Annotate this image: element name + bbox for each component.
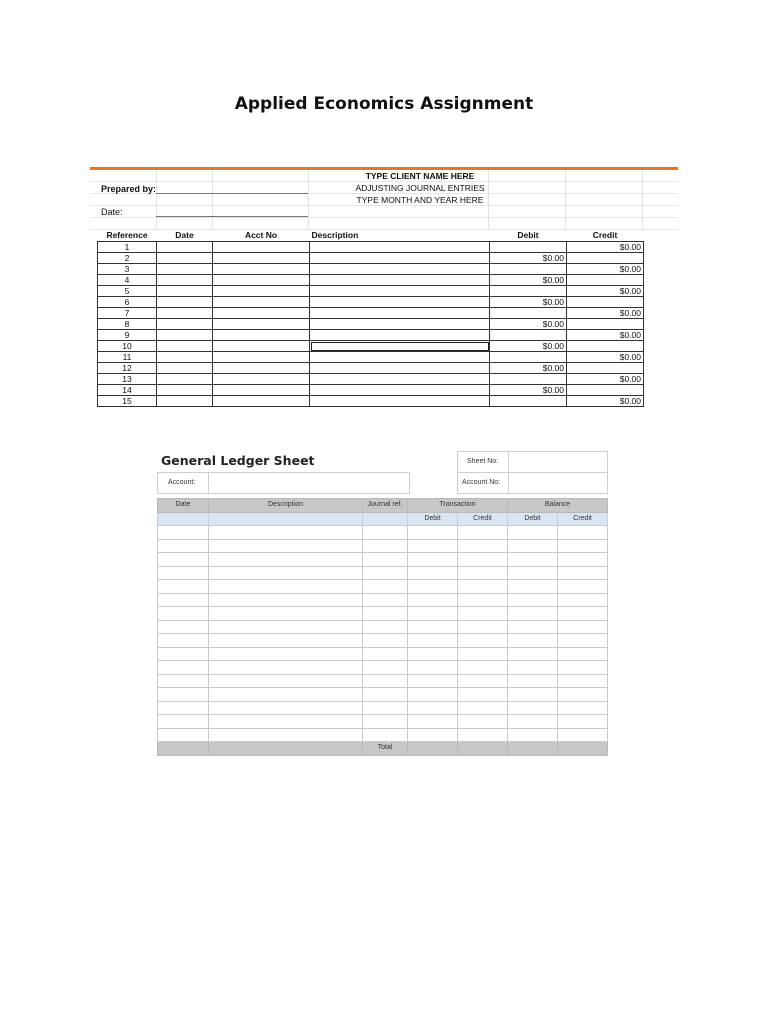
table-row: [98, 385, 644, 396]
ledger-cell[interactable]: [458, 607, 508, 621]
acct-no-cell[interactable]: [213, 330, 310, 341]
table-row: [158, 661, 608, 675]
reference-cell: 6: [98, 297, 157, 308]
ledger-cell[interactable]: [158, 634, 209, 648]
total-cell[interactable]: [558, 742, 608, 756]
ledger-cell[interactable]: [363, 607, 408, 621]
ledger-cell[interactable]: [209, 566, 363, 580]
ledger-cell[interactable]: [508, 661, 558, 675]
credit-cell[interactable]: $0.00: [567, 242, 644, 253]
ledger-cell[interactable]: [209, 647, 363, 661]
total-row: [158, 742, 608, 756]
table-row: [98, 297, 644, 308]
ledger-cell[interactable]: [158, 566, 209, 580]
sheet-no-field[interactable]: [508, 451, 608, 473]
ledger-cell[interactable]: [558, 634, 608, 648]
ledger-cell[interactable]: [508, 593, 558, 607]
reference-cell: 2: [98, 253, 157, 264]
ledger-cell[interactable]: [363, 728, 408, 742]
ledger-cell[interactable]: [363, 647, 408, 661]
ledger-cell[interactable]: [209, 526, 363, 540]
credit-cell[interactable]: [567, 341, 644, 352]
table-row: [98, 363, 644, 374]
ledger-cell[interactable]: [508, 553, 558, 567]
reference-cell: 7: [98, 308, 157, 319]
table-row: [158, 647, 608, 661]
table-row: [158, 634, 608, 648]
col-acct-no: Acct No: [213, 229, 310, 242]
debit-cell[interactable]: $0.00: [490, 341, 567, 352]
ledger-cell[interactable]: [209, 634, 363, 648]
description-cell[interactable]: [310, 297, 490, 308]
ledger-cell[interactable]: [458, 634, 508, 648]
ledger-cell[interactable]: [458, 728, 508, 742]
table-row: [158, 593, 608, 607]
table-row: [98, 308, 644, 319]
ledger-cell[interactable]: [209, 593, 363, 607]
ledger-cell[interactable]: [209, 674, 363, 688]
debit-cell[interactable]: $0.00: [490, 363, 567, 374]
ledger-cell[interactable]: [408, 620, 458, 634]
ledger-cell[interactable]: [158, 553, 209, 567]
credit-cell[interactable]: $0.00: [567, 330, 644, 341]
acct-no-cell[interactable]: [213, 297, 310, 308]
ledger-cell[interactable]: [458, 661, 508, 675]
acct-no-cell[interactable]: [213, 374, 310, 385]
ledger-cell[interactable]: [408, 593, 458, 607]
description-cell[interactable]: [310, 352, 490, 363]
reference-cell: 11: [98, 352, 157, 363]
ledger-cell[interactable]: [558, 566, 608, 580]
description-cell[interactable]: [310, 308, 490, 319]
debit-cell[interactable]: $0.00: [490, 253, 567, 264]
ledger-cell[interactable]: [209, 728, 363, 742]
reference-cell: 9: [98, 330, 157, 341]
credit-cell[interactable]: $0.00: [567, 352, 644, 363]
ledger-cell[interactable]: [558, 593, 608, 607]
credit-cell[interactable]: [567, 297, 644, 308]
table-row: [158, 580, 608, 594]
ledger-cell[interactable]: [209, 553, 363, 567]
ledger-cell[interactable]: [363, 634, 408, 648]
ledger-cell[interactable]: [158, 728, 209, 742]
description-cell[interactable]: [310, 341, 490, 352]
total-cell[interactable]: [508, 742, 558, 756]
ledger-cell[interactable]: [458, 620, 508, 634]
credit-cell[interactable]: [567, 253, 644, 264]
ledger-cell[interactable]: [458, 593, 508, 607]
table-row: [98, 286, 644, 297]
account-label: Account:: [168, 479, 196, 486]
col-balance-debit: Debit: [508, 512, 558, 526]
ledger-cell[interactable]: [363, 553, 408, 567]
ledger-cell[interactable]: [558, 526, 608, 540]
table-row: [158, 566, 608, 580]
ledger-cell[interactable]: [508, 647, 558, 661]
account-no-label: Account No:: [462, 479, 501, 486]
ledger-cell[interactable]: [408, 634, 458, 648]
acct-no-cell[interactable]: [213, 363, 310, 374]
debit-cell[interactable]: [490, 264, 567, 275]
table-row: [158, 526, 608, 540]
description-cell[interactable]: [310, 385, 490, 396]
col-credit: Credit: [567, 229, 644, 242]
date-cell[interactable]: [157, 385, 213, 396]
col-journal-ref: Journal ref.: [363, 499, 408, 513]
ledger-cell[interactable]: [558, 539, 608, 553]
ledger-cell[interactable]: [158, 674, 209, 688]
acct-no-cell[interactable]: [213, 385, 310, 396]
ledger-cell[interactable]: [209, 580, 363, 594]
table-row: [158, 728, 608, 742]
general-ledger-sheet: [157, 448, 608, 760]
ledger-cell[interactable]: [558, 688, 608, 702]
date-cell[interactable]: [157, 363, 213, 374]
ledger-cell[interactable]: [458, 566, 508, 580]
reference-cell: 14: [98, 385, 157, 396]
ledger-cell[interactable]: [508, 634, 558, 648]
ledger-cell[interactable]: [158, 580, 209, 594]
header-accent-bar: [90, 167, 678, 170]
ledger-cell[interactable]: [408, 715, 458, 729]
table-row: [158, 553, 608, 567]
table-row: [158, 688, 608, 702]
ledger-cell[interactable]: [209, 661, 363, 675]
credit-cell[interactable]: $0.00: [567, 374, 644, 385]
table-row: [158, 539, 608, 553]
ledger-cell[interactable]: [508, 566, 558, 580]
reference-cell: 3: [98, 264, 157, 275]
prepared-by-field[interactable]: [156, 193, 308, 194]
col-description: Description: [310, 229, 490, 242]
ledger-cell[interactable]: [158, 661, 209, 675]
total-label: Total: [363, 742, 408, 756]
ledger-cell[interactable]: [558, 674, 608, 688]
ledger-cell[interactable]: [209, 688, 363, 702]
ledger-cell[interactable]: [158, 701, 209, 715]
sheet-no-label: Sheet No:: [467, 458, 499, 465]
table-row: [158, 701, 608, 715]
ledger-cell[interactable]: [458, 715, 508, 729]
ledger-cell[interactable]: [408, 701, 458, 715]
period-field[interactable]: TYPE MONTH AND YEAR HERE: [356, 195, 484, 205]
acct-no-cell[interactable]: [213, 308, 310, 319]
credit-cell[interactable]: [567, 275, 644, 286]
ledger-title: General Ledger Sheet: [161, 453, 315, 468]
acct-no-cell[interactable]: [213, 341, 310, 352]
adjusting-journal-sheet: [90, 167, 678, 425]
debit-cell[interactable]: [490, 396, 567, 407]
ledger-cell[interactable]: [558, 647, 608, 661]
date-cell[interactable]: [157, 396, 213, 407]
table-row: [158, 607, 608, 621]
ledger-header-row: [158, 499, 608, 513]
ledger-cell[interactable]: [408, 728, 458, 742]
ledger-cell[interactable]: [558, 701, 608, 715]
table-row: [98, 352, 644, 363]
ledger-cell[interactable]: [508, 688, 558, 702]
date-cell[interactable]: [157, 341, 213, 352]
acct-no-cell[interactable]: [213, 396, 310, 407]
debit-cell[interactable]: $0.00: [490, 385, 567, 396]
ledger-cell[interactable]: [209, 539, 363, 553]
ledger-cell[interactable]: [158, 593, 209, 607]
ledger-cell[interactable]: [508, 620, 558, 634]
acct-no-cell[interactable]: [213, 253, 310, 264]
credit-cell[interactable]: [567, 385, 644, 396]
ledger-cell[interactable]: [363, 661, 408, 675]
ledger-cell[interactable]: [363, 566, 408, 580]
total-cell: [158, 742, 209, 756]
table-row: [98, 396, 644, 407]
entries-title: ADJUSTING JOURNAL ENTRIES: [355, 183, 485, 193]
reference-cell: 8: [98, 319, 157, 330]
account-field[interactable]: [208, 472, 410, 494]
journal-table: [97, 229, 644, 407]
table-row: [98, 374, 644, 385]
table-row: [98, 242, 644, 253]
table-row: [158, 715, 608, 729]
description-cell[interactable]: [310, 319, 490, 330]
date-cell[interactable]: [157, 308, 213, 319]
description-cell[interactable]: [310, 363, 490, 374]
reference-cell: 15: [98, 396, 157, 407]
ledger-cell[interactable]: [209, 607, 363, 621]
ledger-cell[interactable]: [508, 674, 558, 688]
description-cell[interactable]: [310, 242, 490, 253]
ledger-cell[interactable]: [363, 580, 408, 594]
ledger-cell[interactable]: [558, 715, 608, 729]
ledger-cell[interactable]: [158, 688, 209, 702]
ledger-cell[interactable]: [363, 593, 408, 607]
ledger-cell[interactable]: [408, 661, 458, 675]
ledger-cell[interactable]: [458, 539, 508, 553]
reference-cell: 5: [98, 286, 157, 297]
total-cell: [209, 742, 363, 756]
credit-cell[interactable]: $0.00: [567, 396, 644, 407]
ledger-cell[interactable]: [508, 539, 558, 553]
ledger-cell[interactable]: [363, 620, 408, 634]
debit-cell[interactable]: [490, 286, 567, 297]
table-row: [158, 620, 608, 634]
col-balance: Balance: [508, 499, 608, 513]
debit-cell[interactable]: [490, 308, 567, 319]
debit-cell[interactable]: $0.00: [490, 319, 567, 330]
ledger-cell[interactable]: [558, 661, 608, 675]
credit-cell[interactable]: [567, 319, 644, 330]
journal-header-row: [98, 229, 644, 242]
reference-cell: 4: [98, 275, 157, 286]
col-date: Date: [157, 229, 213, 242]
ledger-cell[interactable]: [363, 715, 408, 729]
date-cell[interactable]: [157, 374, 213, 385]
ledger-cell[interactable]: [408, 647, 458, 661]
debit-cell[interactable]: $0.00: [490, 297, 567, 308]
ledger-cell[interactable]: [458, 688, 508, 702]
ledger-cell[interactable]: [508, 728, 558, 742]
prepared-by-label: Prepared by:: [101, 184, 157, 194]
ledger-cell[interactable]: [558, 580, 608, 594]
total-cell[interactable]: [408, 742, 458, 756]
client-name[interactable]: TYPE CLIENT NAME HERE: [365, 171, 475, 181]
ledger-cell[interactable]: [408, 526, 458, 540]
ledger-cell[interactable]: [363, 526, 408, 540]
description-cell[interactable]: [310, 253, 490, 264]
ledger-cell[interactable]: [508, 701, 558, 715]
description-cell[interactable]: [310, 374, 490, 385]
description-cell[interactable]: [310, 286, 490, 297]
ledger-cell[interactable]: [158, 620, 209, 634]
reference-cell: 12: [98, 363, 157, 374]
acct-no-cell[interactable]: [213, 286, 310, 297]
reference-cell: 1: [98, 242, 157, 253]
ledger-cell[interactable]: [508, 607, 558, 621]
ledger-cell[interactable]: [209, 701, 363, 715]
document-title: Applied Economics Assignment: [234, 94, 534, 114]
table-row: [98, 341, 644, 352]
total-cell[interactable]: [458, 742, 508, 756]
ledger-cell[interactable]: [558, 728, 608, 742]
ledger-cell[interactable]: [158, 607, 209, 621]
ledger-cell[interactable]: [209, 620, 363, 634]
credit-cell[interactable]: [567, 363, 644, 374]
ledger-cell[interactable]: [209, 715, 363, 729]
ledger-cell[interactable]: [508, 526, 558, 540]
ledger-cell[interactable]: [408, 539, 458, 553]
col-transaction-credit: Credit: [458, 512, 508, 526]
debit-cell[interactable]: [490, 352, 567, 363]
description-cell[interactable]: [310, 396, 490, 407]
date-cell[interactable]: [157, 352, 213, 363]
ledger-cell[interactable]: [408, 580, 458, 594]
ledger-table: [157, 498, 608, 756]
date-label: Date:: [101, 207, 123, 217]
table-row: [98, 330, 644, 341]
acct-no-cell[interactable]: [213, 319, 310, 330]
date-cell[interactable]: [157, 297, 213, 308]
ledger-cell[interactable]: [158, 715, 209, 729]
col-transaction: Transaction: [408, 499, 508, 513]
account-no-field[interactable]: [508, 472, 608, 494]
date-cell[interactable]: [157, 330, 213, 341]
table-row: [158, 674, 608, 688]
reference-cell: 10: [98, 341, 157, 352]
ledger-subheader-row: [158, 512, 608, 526]
date-field[interactable]: [156, 216, 308, 217]
ledger-cell[interactable]: [458, 674, 508, 688]
ledger-cell[interactable]: [408, 566, 458, 580]
date-cell[interactable]: [157, 286, 213, 297]
ledger-cell[interactable]: [458, 526, 508, 540]
col-debit: Debit: [490, 229, 567, 242]
col-transaction-debit: Debit: [408, 512, 458, 526]
table-row: [98, 275, 644, 286]
date-cell[interactable]: [157, 319, 213, 330]
ledger-cell[interactable]: [408, 607, 458, 621]
credit-cell[interactable]: $0.00: [567, 308, 644, 319]
ledger-cell[interactable]: [458, 580, 508, 594]
ledger-cell[interactable]: [408, 674, 458, 688]
ledger-cell[interactable]: [158, 539, 209, 553]
ledger-cell[interactable]: [363, 701, 408, 715]
ledger-cell[interactable]: [508, 715, 558, 729]
date-cell[interactable]: [157, 242, 213, 253]
ledger-cell[interactable]: [508, 580, 558, 594]
acct-no-cell[interactable]: [213, 264, 310, 275]
col-reference: Reference: [98, 229, 157, 242]
table-row: [98, 319, 644, 330]
col-date: Date: [158, 499, 209, 513]
description-cell[interactable]: [310, 275, 490, 286]
ledger-cell[interactable]: [363, 674, 408, 688]
ledger-cell[interactable]: [158, 526, 209, 540]
ledger-cell[interactable]: [408, 688, 458, 702]
ledger-cell[interactable]: [458, 647, 508, 661]
date-cell[interactable]: [157, 253, 213, 264]
ledger-cell[interactable]: [458, 701, 508, 715]
credit-cell[interactable]: $0.00: [567, 264, 644, 275]
ledger-cell[interactable]: [558, 620, 608, 634]
table-row: [98, 253, 644, 264]
description-cell[interactable]: [310, 330, 490, 341]
col-description: Description: [209, 499, 363, 513]
table-row: [98, 264, 644, 275]
ledger-cell[interactable]: [558, 553, 608, 567]
debit-cell[interactable]: [490, 242, 567, 253]
ledger-cell[interactable]: [558, 607, 608, 621]
acct-no-cell[interactable]: [213, 275, 310, 286]
debit-cell[interactable]: [490, 374, 567, 385]
col-balance-credit: Credit: [558, 512, 608, 526]
ledger-cell[interactable]: [363, 688, 408, 702]
debit-cell[interactable]: $0.00: [490, 275, 567, 286]
description-cell[interactable]: [310, 264, 490, 275]
acct-no-cell[interactable]: [213, 352, 310, 363]
ledger-cell[interactable]: [408, 553, 458, 567]
ledger-cell[interactable]: [363, 539, 408, 553]
credit-cell[interactable]: $0.00: [567, 286, 644, 297]
ledger-cell[interactable]: [458, 553, 508, 567]
acct-no-cell[interactable]: [213, 242, 310, 253]
reference-cell: 13: [98, 374, 157, 385]
ledger-cell[interactable]: [158, 647, 209, 661]
date-cell[interactable]: [157, 275, 213, 286]
date-cell[interactable]: [157, 264, 213, 275]
debit-cell[interactable]: [490, 330, 567, 341]
